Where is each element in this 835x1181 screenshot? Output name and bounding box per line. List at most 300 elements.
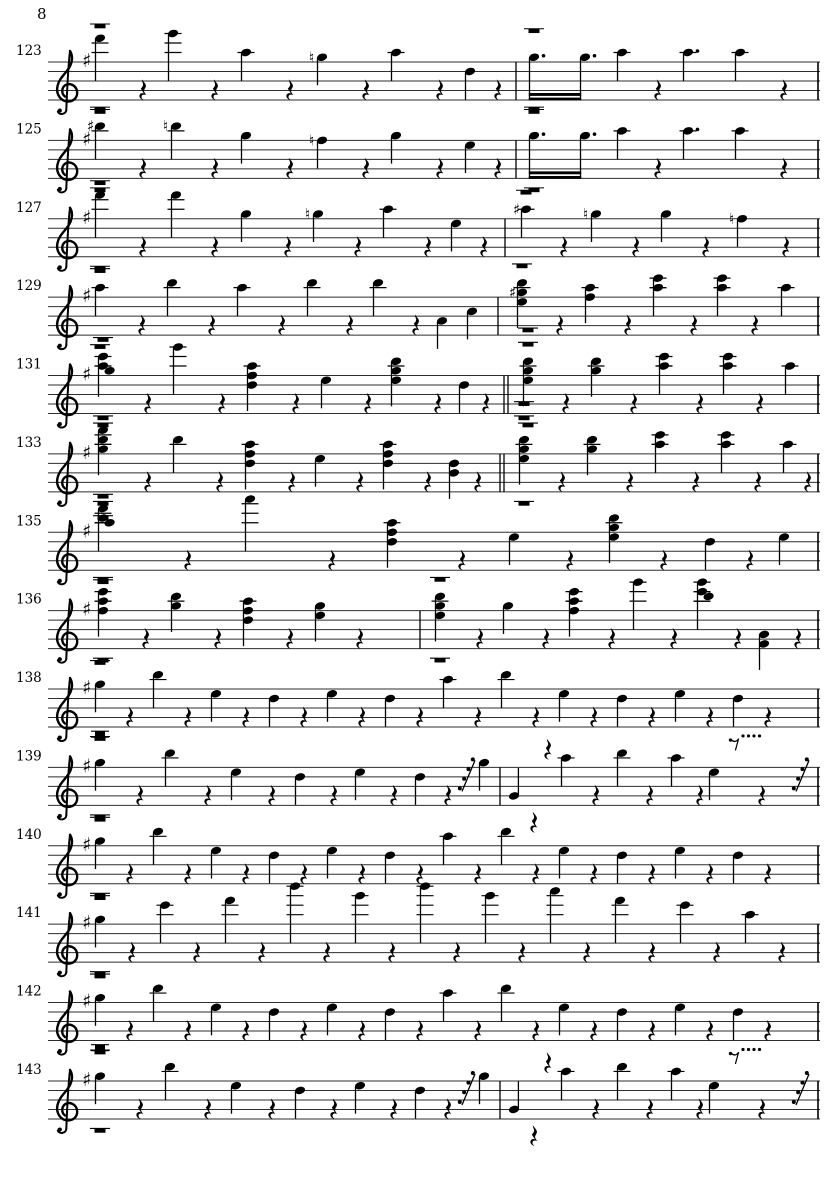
quarter-rest-icon bbox=[436, 79, 443, 100]
note bbox=[294, 772, 306, 805]
quarter-rest-icon bbox=[532, 863, 539, 884]
whole-rest-mark bbox=[95, 181, 106, 185]
quarter-rest-icon bbox=[286, 628, 293, 649]
quarter-rest-icon bbox=[590, 1020, 597, 1041]
quarter-rest-icon bbox=[583, 942, 590, 963]
whole-rest-mark bbox=[523, 328, 534, 332]
quarter-rest-icon bbox=[494, 79, 501, 100]
quarter-rest-icon bbox=[474, 863, 481, 884]
quarter-rest-icon bbox=[184, 1020, 191, 1041]
system-m138 bbox=[16, 661, 820, 742]
clef-dot bbox=[58, 1127, 62, 1131]
whole-rest-mark bbox=[95, 1128, 106, 1132]
quarter-rest-icon bbox=[746, 550, 753, 571]
whole-rest-mark bbox=[95, 896, 106, 900]
quarter-rest-icon bbox=[590, 1020, 597, 1041]
quarter-rest-icon bbox=[142, 628, 149, 649]
whole-rest-mark bbox=[95, 817, 106, 821]
note bbox=[464, 140, 476, 173]
note bbox=[390, 131, 402, 164]
whole-rest-mark bbox=[519, 501, 530, 505]
quarter-rest-icon bbox=[424, 236, 431, 257]
quarter-rest-icon bbox=[590, 863, 597, 884]
quarter-rest-icon bbox=[646, 785, 653, 806]
treble-clef-icon bbox=[57, 286, 77, 349]
quarter-rest-icon bbox=[354, 236, 361, 257]
note bbox=[583, 205, 602, 242]
key-signature-sharp-icon: ♯ bbox=[82, 755, 92, 778]
quarter-rest-icon bbox=[204, 785, 211, 806]
quarter-rest-icon bbox=[362, 79, 369, 100]
quarter-rest-icon bbox=[346, 315, 353, 336]
quarter-rest-icon bbox=[794, 628, 801, 649]
quarter-rest-icon bbox=[458, 550, 465, 571]
whole-rest-mark bbox=[95, 269, 106, 273]
key-signature-sharp-icon: ♯ bbox=[82, 285, 92, 308]
note bbox=[482, 891, 499, 943]
quarter-rest-icon bbox=[482, 393, 489, 414]
quarter-rest-icon bbox=[214, 628, 221, 649]
breve-rest-mark bbox=[95, 1045, 105, 1051]
quarter-rest-icon bbox=[590, 706, 597, 727]
quarter-rest-icon bbox=[696, 1098, 703, 1119]
augmentation-dot bbox=[542, 132, 546, 136]
sharp-icon: ♯ bbox=[87, 117, 95, 136]
quarter-rest-icon bbox=[494, 158, 501, 179]
quarter-rest-icon bbox=[139, 79, 146, 100]
quarter-rest-icon bbox=[184, 706, 191, 727]
quarter-rest-icon bbox=[590, 706, 597, 727]
quarter-rest-icon bbox=[648, 1020, 655, 1041]
quarter-rest-icon bbox=[754, 471, 761, 492]
beam bbox=[529, 176, 581, 179]
quarter-rest-icon bbox=[556, 315, 563, 336]
ornament-icon bbox=[729, 1048, 761, 1064]
quarter-rest-icon bbox=[424, 236, 431, 257]
quarter-rest-icon bbox=[424, 471, 431, 492]
clef-dot bbox=[58, 1049, 62, 1053]
chord bbox=[718, 430, 735, 473]
note bbox=[782, 361, 799, 394]
clef-dot bbox=[58, 971, 62, 975]
quarter-rest-icon bbox=[696, 785, 703, 806]
note bbox=[508, 532, 520, 565]
quarter-rest-icon bbox=[713, 942, 720, 963]
note bbox=[513, 190, 536, 238]
note bbox=[502, 601, 514, 634]
system-m131 bbox=[16, 328, 820, 428]
clef-dot bbox=[58, 265, 62, 269]
note bbox=[90, 269, 110, 349]
system-m135 bbox=[16, 494, 820, 584]
treble-clef-icon bbox=[57, 521, 77, 584]
whole-rest-mark bbox=[98, 577, 109, 581]
breve-rest-mark bbox=[95, 731, 105, 737]
quarter-rest-icon bbox=[184, 1020, 191, 1041]
quarter-rest-icon bbox=[330, 1098, 337, 1119]
quarter-rest-icon bbox=[530, 812, 537, 833]
note bbox=[547, 886, 564, 943]
quarter-rest-icon bbox=[690, 315, 697, 336]
quarter-rest-icon bbox=[390, 785, 397, 806]
quarter-rest-icon bbox=[453, 942, 460, 963]
quarter-rest-icon bbox=[544, 739, 551, 760]
measure-number: 139 bbox=[16, 748, 42, 765]
quarter-rest-icon bbox=[751, 315, 758, 336]
quarter-rest-icon bbox=[412, 315, 419, 336]
chord bbox=[93, 416, 113, 520]
quarter-rest-icon bbox=[756, 393, 763, 414]
quarter-rest-icon bbox=[562, 393, 569, 414]
note bbox=[616, 850, 628, 883]
quarter-rest-icon bbox=[474, 1020, 481, 1041]
quarter-rest-icon bbox=[292, 393, 299, 414]
natural-icon: ♮ bbox=[729, 209, 735, 228]
whole-rest-mark bbox=[95, 661, 106, 665]
treble-clef-icon bbox=[57, 365, 77, 428]
quarter-rest-icon bbox=[583, 942, 590, 963]
quarter-rest-icon bbox=[184, 863, 191, 884]
key-signature-sharp-icon: ♯ bbox=[82, 363, 92, 386]
quarter-rest-icon bbox=[139, 236, 146, 257]
quarter-rest-icon bbox=[542, 628, 549, 649]
key-signature-sharp-icon: ♯ bbox=[82, 833, 92, 856]
quarter-rest-icon bbox=[278, 315, 285, 336]
quarter-rest-icon bbox=[592, 785, 599, 806]
chord bbox=[588, 356, 605, 396]
quarter-rest-icon bbox=[416, 1020, 423, 1041]
note bbox=[305, 205, 324, 242]
note bbox=[614, 48, 631, 81]
clef-dot bbox=[58, 109, 62, 113]
quarter-rest-icon bbox=[558, 471, 565, 492]
quarter-rest-icon bbox=[218, 393, 225, 414]
natural-icon: ♮ bbox=[163, 117, 169, 136]
quarter-rest-icon bbox=[126, 706, 133, 727]
key-signature-sharp-icon: ♯ bbox=[82, 912, 92, 935]
measure-number: 123 bbox=[16, 43, 42, 59]
quarter-rest-icon bbox=[590, 863, 597, 884]
ornament-trail-dot bbox=[758, 734, 761, 737]
quarter-rest-icon bbox=[713, 942, 720, 963]
note bbox=[168, 190, 185, 238]
measure-number: 135 bbox=[16, 513, 42, 530]
sharp-icon: ♯ bbox=[509, 283, 517, 302]
grace-dot bbox=[462, 777, 466, 781]
quarter-rest-icon bbox=[362, 158, 369, 179]
key-signature-sharp-icon: ♯ bbox=[82, 598, 92, 621]
quarter-rest-icon bbox=[556, 315, 563, 336]
quarter-rest-icon bbox=[474, 1020, 481, 1041]
note bbox=[732, 126, 749, 159]
quarter-rest-icon bbox=[670, 628, 677, 649]
quarter-rest-icon bbox=[362, 158, 369, 179]
quarter-rest-icon bbox=[354, 236, 361, 257]
quarter-rest-icon bbox=[242, 706, 249, 727]
system-m129 bbox=[16, 264, 820, 349]
chord bbox=[584, 435, 601, 475]
grace-dot bbox=[462, 1090, 466, 1094]
quarter-rest-icon bbox=[242, 863, 249, 884]
note bbox=[354, 767, 366, 800]
note bbox=[660, 209, 672, 242]
note bbox=[458, 380, 470, 413]
quarter-rest-icon bbox=[416, 863, 423, 884]
note bbox=[90, 817, 110, 897]
grace-dot bbox=[792, 786, 796, 790]
quarter-rest-icon bbox=[480, 236, 487, 257]
note bbox=[464, 67, 476, 100]
quarter-rest-icon bbox=[358, 706, 365, 727]
quarter-rest-icon bbox=[458, 550, 465, 571]
ornament-trail-dot bbox=[758, 1048, 761, 1051]
grace-dot bbox=[805, 1071, 809, 1075]
quarter-rest-icon bbox=[356, 628, 363, 649]
quarter-rest-icon bbox=[444, 785, 451, 806]
clef-dot bbox=[58, 657, 62, 661]
quarter-rest-icon bbox=[288, 471, 295, 492]
grace-dot bbox=[471, 1071, 475, 1075]
measure-number: 142 bbox=[16, 983, 42, 1000]
whole-rest-mark bbox=[517, 264, 528, 268]
system-m136 bbox=[16, 577, 820, 670]
quarter-rest-icon bbox=[138, 315, 145, 336]
note bbox=[558, 846, 570, 879]
chord bbox=[509, 264, 532, 328]
quarter-rest-icon bbox=[624, 315, 631, 336]
measure-number: 136 bbox=[16, 591, 42, 608]
note bbox=[674, 846, 686, 879]
ornament-icon bbox=[729, 734, 761, 750]
quarter-rest-icon bbox=[286, 628, 293, 649]
quarter-rest-icon bbox=[480, 236, 487, 257]
note bbox=[326, 846, 338, 879]
note bbox=[90, 1045, 110, 1133]
quarter-rest-icon bbox=[193, 942, 200, 963]
note bbox=[558, 1002, 570, 1035]
quarter-rest-icon bbox=[416, 706, 423, 727]
quarter-rest-icon bbox=[136, 1098, 143, 1119]
key-signature-sharp-icon: ♯ bbox=[82, 520, 92, 543]
quarter-rest-icon bbox=[780, 158, 787, 179]
quarter-rest-icon bbox=[692, 471, 699, 492]
quarter-rest-icon bbox=[648, 706, 655, 727]
note bbox=[384, 850, 396, 883]
grace-dot bbox=[805, 757, 809, 761]
quarter-rest-icon bbox=[626, 471, 633, 492]
chord bbox=[314, 601, 326, 641]
system-m141 bbox=[16, 881, 820, 976]
clef-dot bbox=[58, 814, 62, 818]
note bbox=[352, 891, 369, 943]
quarter-rest-icon bbox=[630, 393, 637, 414]
chord bbox=[714, 273, 731, 316]
note bbox=[668, 1067, 685, 1100]
page-number: 8 bbox=[37, 5, 47, 23]
note bbox=[268, 694, 280, 727]
measure-number: 138 bbox=[16, 670, 42, 687]
quarter-rest-icon bbox=[560, 236, 567, 257]
quarter-rest-icon bbox=[482, 393, 489, 414]
quarter-rest-icon bbox=[453, 942, 460, 963]
natural-icon: ♮ bbox=[309, 131, 315, 150]
note bbox=[440, 988, 457, 1021]
note bbox=[163, 117, 185, 159]
augmentation-dot bbox=[696, 49, 700, 53]
quarter-rest-icon bbox=[654, 158, 661, 179]
system-m143 bbox=[16, 1045, 820, 1146]
clef-dot bbox=[58, 500, 62, 504]
quarter-rest-icon bbox=[632, 236, 639, 257]
quarter-rest-icon bbox=[476, 628, 483, 649]
whole-rest-mark bbox=[435, 658, 446, 662]
quarter-rest-icon bbox=[532, 1020, 539, 1041]
quarter-rest-icon bbox=[204, 1098, 211, 1119]
note bbox=[732, 48, 749, 81]
note bbox=[170, 342, 187, 394]
quarter-rest-icon bbox=[530, 812, 537, 833]
chord bbox=[606, 513, 623, 563]
system-m139 bbox=[16, 731, 820, 832]
whole-rest-mark bbox=[521, 190, 532, 194]
quarter-rest-icon bbox=[780, 79, 787, 100]
quarter-rest-icon bbox=[758, 785, 765, 806]
measure-number: 125 bbox=[16, 121, 42, 138]
clef-dot bbox=[58, 187, 62, 191]
key-signature-sharp-icon: ♯ bbox=[82, 990, 92, 1013]
chord bbox=[656, 352, 673, 395]
note bbox=[414, 772, 426, 805]
quarter-rest-icon bbox=[706, 863, 713, 884]
quarter-rest-icon bbox=[184, 550, 191, 571]
quarter-rest-icon bbox=[654, 79, 661, 100]
quarter-rest-icon bbox=[300, 706, 307, 727]
note bbox=[90, 974, 110, 1054]
key-signature-sharp-icon: ♯ bbox=[82, 50, 92, 72]
quarter-rest-icon bbox=[494, 158, 501, 179]
whole-rest-mark bbox=[95, 974, 106, 978]
note bbox=[157, 900, 174, 943]
quarter-rest-icon bbox=[592, 1098, 599, 1119]
note bbox=[778, 283, 795, 316]
note bbox=[388, 48, 405, 81]
note bbox=[238, 48, 255, 81]
treble-clef-icon bbox=[57, 51, 77, 114]
quarter-rest-icon bbox=[139, 158, 146, 179]
quarter-rest-icon bbox=[300, 1020, 307, 1041]
note bbox=[314, 454, 326, 487]
grace-dot bbox=[466, 1081, 470, 1085]
chord bbox=[582, 283, 599, 323]
whole-rest-mark bbox=[519, 402, 530, 406]
beam bbox=[529, 171, 581, 174]
quarter-rest-icon bbox=[474, 471, 481, 492]
treble-clef-icon bbox=[57, 756, 77, 819]
quarter-rest-icon bbox=[782, 236, 789, 257]
note bbox=[780, 440, 797, 473]
quarter-rest-icon bbox=[126, 1020, 133, 1041]
note bbox=[90, 731, 110, 819]
note bbox=[508, 1081, 520, 1114]
note bbox=[230, 1081, 242, 1114]
chord bbox=[650, 273, 667, 316]
quarter-rest-icon bbox=[648, 942, 655, 963]
quarter-rest-icon bbox=[702, 236, 709, 257]
chord bbox=[652, 430, 669, 473]
ornament-trail-dot bbox=[752, 1048, 755, 1051]
quarter-rest-icon bbox=[706, 863, 713, 884]
note bbox=[436, 316, 448, 349]
quarter-rest-icon bbox=[300, 863, 307, 884]
quarter-rest-icon bbox=[530, 1125, 537, 1146]
system-m123 bbox=[16, 24, 820, 114]
note bbox=[668, 753, 685, 786]
note bbox=[680, 48, 700, 81]
quarter-rest-icon bbox=[532, 706, 539, 727]
note bbox=[320, 375, 332, 408]
note bbox=[268, 1007, 280, 1040]
quarter-rest-icon bbox=[356, 471, 363, 492]
quarter-rest-icon bbox=[286, 158, 293, 179]
quarter-rest-icon bbox=[136, 1098, 143, 1119]
chord bbox=[758, 630, 770, 670]
quarter-rest-icon bbox=[476, 628, 483, 649]
quarter-rest-icon bbox=[648, 706, 655, 727]
quarter-rest-icon bbox=[184, 863, 191, 884]
quarter-rest-icon bbox=[216, 471, 223, 492]
note bbox=[90, 661, 110, 741]
quarter-rest-icon bbox=[746, 550, 753, 571]
quarter-rest-icon bbox=[242, 1020, 249, 1041]
note bbox=[450, 219, 462, 252]
quarter-rest-icon bbox=[126, 863, 133, 884]
quarter-rest-icon bbox=[128, 942, 135, 963]
note bbox=[674, 689, 686, 722]
quarter-rest-icon bbox=[286, 158, 293, 179]
quarter-rest-icon bbox=[142, 628, 149, 649]
quarter-rest-icon bbox=[670, 628, 677, 649]
quarter-rest-icon bbox=[782, 236, 789, 257]
quarter-rest-icon bbox=[474, 706, 481, 727]
note bbox=[680, 126, 700, 159]
measure-number: 143 bbox=[16, 1061, 42, 1078]
note bbox=[230, 767, 242, 800]
grace-dot bbox=[792, 1100, 796, 1104]
note bbox=[579, 131, 596, 179]
quarter-rest-icon bbox=[544, 739, 551, 760]
quarter-rest-icon bbox=[648, 863, 655, 884]
quarter-rest-icon bbox=[566, 550, 573, 571]
quarter-rest-icon bbox=[424, 471, 431, 492]
note bbox=[384, 694, 396, 727]
quarter-rest-icon bbox=[126, 1020, 133, 1041]
quarter-rest-icon bbox=[444, 1098, 451, 1119]
quarter-rest-icon bbox=[436, 79, 443, 100]
quarter-rest-icon bbox=[734, 628, 741, 649]
quarter-rest-icon bbox=[692, 471, 699, 492]
quarter-rest-icon bbox=[530, 1125, 537, 1146]
quarter-rest-icon bbox=[532, 863, 539, 884]
quarter-rest-icon bbox=[702, 236, 709, 257]
whole-rest-mark bbox=[98, 416, 109, 420]
treble-clef-icon bbox=[57, 600, 77, 663]
clef-dot bbox=[58, 579, 62, 583]
quarter-rest-icon bbox=[756, 393, 763, 414]
beam bbox=[529, 93, 581, 96]
note bbox=[222, 896, 239, 944]
quarter-rest-icon bbox=[778, 942, 785, 963]
quarter-rest-icon bbox=[626, 471, 633, 492]
